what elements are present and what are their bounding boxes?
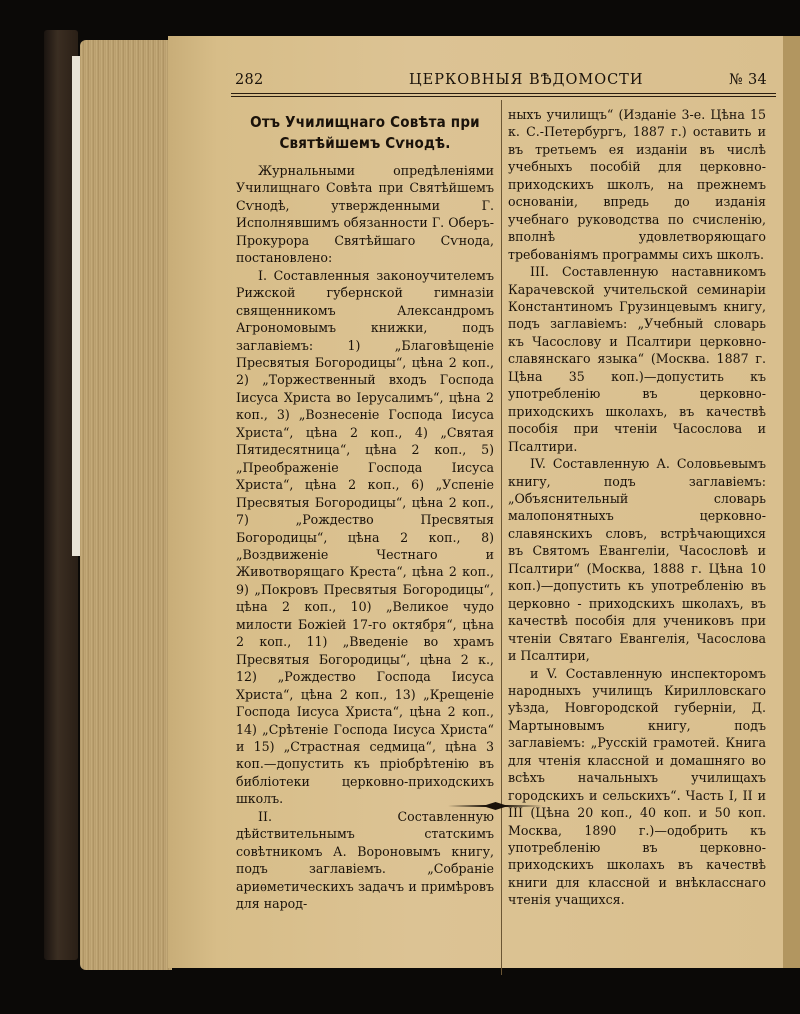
paragraph-item-2: II. Составленную дѣйствительнымъ статскимъ совѣтникомъ А. Вороновымъ книгу, подъ заглавіемъ. „Собраніе ариѳметическихъ задачъ и примѣровъ для народ- [236, 808, 494, 912]
paragraph-item-2-cont: ныхъ училищъ“ (Изданіе 3-е. Цѣна 15 к. С.-Петербургъ, 1887 г.) оставить и въ третьемъ ея изданіи въ числѣ учебныхъ пособій для церковно-приходскихъ школъ, на прежнемъ основаніи, впредь до изданія учебнаго руководства по счисленію, вполнѣ удовлетворяющаго требованіямъ программы сихъ школъ. [508, 107, 766, 262]
page-edges [80, 40, 172, 970]
paragraph-item-3: III. Составленную наставникомъ Карачевской учительской семинаріи Константиномъ Грузинцевымъ книгу, подъ заглавіемъ: „Учебный словарь къ Часослову и Псалтири церковно-славянскаго языка“ (Москва. 1887 г. Цѣна 35 коп.)—допустить къ употребленію въ церковно-приходскихъ школахъ, въ качествѣ пособія при чтеніи Часослова и Псалтири. [508, 264, 766, 454]
paragraph-item-1: I. Составленныя законоучителемъ Рижской губернской гимназіи священникомъ Александромъ Агрономовымъ книжки, подъ заглавіемъ: 1) „Благовѣщеніе Пресвятыя Богородицы“, цѣна 2 коп., 2) „Торжественный входъ Господа Іисуса Христа во Іерусалимъ“, цѣна 2 коп., 3) „Вознесеніе Господа Іисуса Христа“, цѣна 2 коп., 4) „Святая Пятидесятница“, цѣна 2 коп., 5) „Преображеніе Господа Іисуса Христа“, цѣна 2 коп., 6) „Успеніе Пресвятыя Богородицы“, цѣна 2 коп., 7) „Рождество Пресвятыя Богородицы“, цѣна 2 коп., 8) „Воздвиженіе Честнаго и Животворящаго Креста“, цѣна 2 коп., 9) „Покровъ Пресвятыя Богородицы“, цѣна 2 коп., 10) „Великое чудо милости Божіей 17-го октября“, цѣна 2 коп., 11) „Введеніе во храмъ Пресвятыя Богородицы“, цѣна 2 к., 12) „Рождество Господа Іисуса Христа“, цѣна 2 коп., 13) „Крещеніе Господа Іисуса Христа“, цѣна 2 коп., 14) „Срѣтеніе Господа Іисуса Христа“ и 15) „Страстная седмица“, цѣна 3 коп.—допустить къ пріобрѣтенію въ библіотеки церковно-приходскихъ школъ. [236, 267, 494, 807]
page [168, 36, 783, 968]
page-number: 282 [235, 72, 264, 88]
next-page-edge [783, 36, 800, 968]
end-ornament [448, 801, 543, 811]
header-rule-bottom [231, 96, 776, 97]
right-column [508, 106, 766, 909]
column-divider [501, 100, 502, 975]
header-rule-top [231, 93, 776, 94]
paragraph-intro: Журнальными опредѣленіями Училищнаго Совѣта при Святѣйшемъ Сѵнодѣ, утвержденными Г. Исполнявшимъ обязанности Г. Оберъ-Прокурора Святѣйшаго Сѵнода, постановлено: [236, 163, 494, 266]
paragraph-item-4: IV. Составленную А. Соловьевымъ книгу, подъ заглавіемъ: „Объяснительный словарь малопонятныхъ церковно-славянскихъ словъ, встрѣчающихся въ Святомъ Евангеліи, Часословѣ и Псалтири“ (Москва, 1888 г. Цѣна 10 коп.)—допустить къ употребленію въ церковно - приходскихъ школахъ, въ качествѣ пособія для учениковъ при чтеніи Святаго Евангелія, Часослова и Псалтири, [508, 456, 766, 664]
issue-number: № 34 [729, 72, 767, 88]
left-column [236, 106, 494, 912]
journal-title: ЦЕРКОВНЫЯ ВѢДОМОСТИ [409, 72, 644, 88]
paragraph-item-5: и V. Составленную инспекторомъ народныхъ училищъ Кирилловскаго уѣзда, Новгородской губерніи, Д. Мартыновымъ книгу, подъ заглавіемъ: „Русскій грамотей. Книга для чтенія классной и домашняго во всѣхъ начальныхъ училищахъ городскихъ и сельскихъ“. Часть I, II и III (Цѣна 20 коп., 40 коп. и 50 коп. Москва, 1890 г.)—одобрить къ употребленію въ церковно-приходскихъ школахъ въ качествѣ книги для классной и внѣкласснаго чтенія учащихся. [508, 665, 766, 908]
article-heading: Отъ Училищнаго Совѣта при Святѣйшемъ Сѵнодѣ. [250, 113, 480, 152]
paper-tag-strip [72, 56, 80, 556]
running-header [231, 72, 779, 92]
